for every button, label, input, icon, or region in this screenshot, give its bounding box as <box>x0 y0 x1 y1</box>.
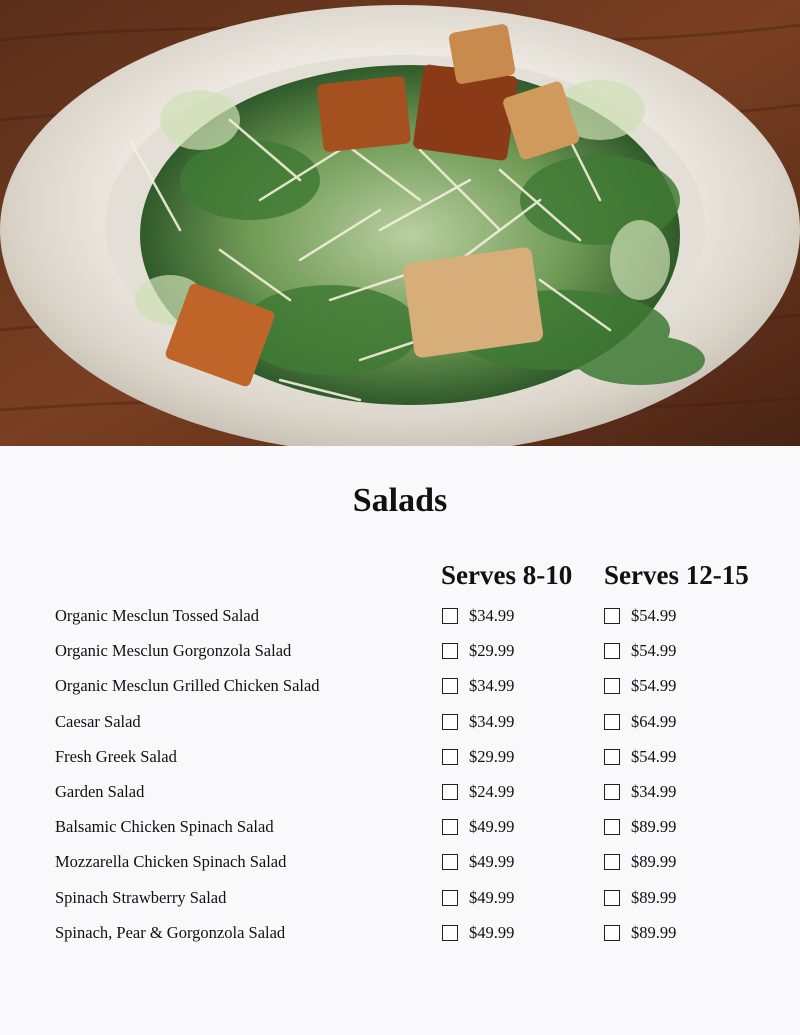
option-serves-12-15 <box>604 676 676 696</box>
checkbox[interactable] <box>442 925 458 941</box>
price: $24.99 <box>469 781 515 801</box>
menu-list <box>0 600 800 952</box>
checkbox[interactable] <box>604 854 620 870</box>
price: $49.99 <box>469 817 515 837</box>
checkbox[interactable] <box>442 749 458 765</box>
checkbox[interactable] <box>604 890 620 906</box>
menu-row <box>0 670 800 705</box>
price: $54.99 <box>631 606 677 625</box>
option-serves-12-15 <box>604 641 676 661</box>
menu-row <box>0 846 800 881</box>
option-serves-12-15 <box>604 852 676 872</box>
option-serves-12-15 <box>604 712 676 732</box>
price: $49.99 <box>469 922 515 942</box>
price: $34.99 <box>469 711 515 731</box>
menu-row <box>0 776 800 811</box>
item-name: Garden Salad <box>55 781 145 801</box>
checkbox[interactable] <box>442 890 458 906</box>
item-name: Organic Mesclun Gorgonzola Salad <box>55 641 292 661</box>
column-header-serves-8-10: Serves 8-10 <box>441 560 573 590</box>
checkbox[interactable] <box>604 819 620 835</box>
price: $89.99 <box>631 852 677 872</box>
menu-row <box>0 706 800 741</box>
checkbox[interactable] <box>604 608 620 624</box>
price: $89.99 <box>631 887 677 907</box>
item-name: Caesar Salad <box>55 711 141 731</box>
option-serves-12-15 <box>604 747 676 767</box>
item-name: Spinach, Pear & Gorgonzola Salad <box>55 922 286 942</box>
price: $64.99 <box>631 711 677 731</box>
checkbox[interactable] <box>442 714 458 730</box>
option-serves-8-10 <box>442 817 514 837</box>
checkbox[interactable] <box>604 925 620 941</box>
option-serves-8-10 <box>442 782 514 802</box>
menu-row <box>0 741 800 776</box>
checkbox[interactable] <box>442 678 458 694</box>
menu-row <box>0 635 800 670</box>
menu-row <box>0 882 800 917</box>
checkbox[interactable] <box>604 678 620 694</box>
option-serves-8-10 <box>442 747 514 767</box>
price: $49.99 <box>469 887 515 907</box>
option-serves-8-10 <box>442 606 514 626</box>
menu-row <box>0 811 800 846</box>
price: $54.99 <box>631 676 677 696</box>
option-serves-8-10 <box>442 923 514 943</box>
option-serves-12-15 <box>604 923 676 943</box>
price: $54.99 <box>631 641 677 661</box>
item-name: Mozzarella Chicken Spinach Salad <box>55 852 287 872</box>
item-name: Organic Mesclun Tossed Salad <box>55 606 259 625</box>
item-name: Balsamic Chicken Spinach Salad <box>55 817 274 837</box>
salad-photo <box>0 0 800 446</box>
item-name: Spinach Strawberry Salad <box>55 887 227 907</box>
option-serves-8-10 <box>442 712 514 732</box>
price: $29.99 <box>469 746 515 766</box>
price: $54.99 <box>631 746 677 766</box>
column-header-serves-12-15: Serves 12-15 <box>604 560 749 590</box>
option-serves-8-10 <box>442 676 514 696</box>
item-name: Organic Mesclun Grilled Chicken Salad <box>55 676 320 696</box>
item-name: Fresh Greek Salad <box>55 746 177 766</box>
checkbox[interactable] <box>442 643 458 659</box>
menu-row <box>0 917 800 952</box>
page-title: Salads <box>352 482 448 519</box>
checkbox[interactable] <box>442 784 458 800</box>
option-serves-12-15 <box>604 817 676 837</box>
price: $34.99 <box>469 676 515 696</box>
option-serves-8-10 <box>442 852 514 872</box>
price: $89.99 <box>631 922 677 942</box>
price: $34.99 <box>631 781 677 801</box>
checkbox[interactable] <box>442 819 458 835</box>
checkbox[interactable] <box>442 608 458 624</box>
price: $89.99 <box>631 817 677 837</box>
checkbox[interactable] <box>442 854 458 870</box>
option-serves-12-15 <box>604 782 676 802</box>
checkbox[interactable] <box>604 714 620 730</box>
checkbox[interactable] <box>604 784 620 800</box>
option-serves-8-10 <box>442 641 514 661</box>
checkbox[interactable] <box>604 749 620 765</box>
price: $29.99 <box>469 641 515 661</box>
checkbox[interactable] <box>604 643 620 659</box>
option-serves-12-15 <box>604 606 676 626</box>
option-serves-8-10 <box>442 888 514 908</box>
option-serves-12-15 <box>604 888 676 908</box>
price: $49.99 <box>469 852 515 872</box>
menu-row <box>0 600 800 635</box>
price: $34.99 <box>469 606 515 625</box>
